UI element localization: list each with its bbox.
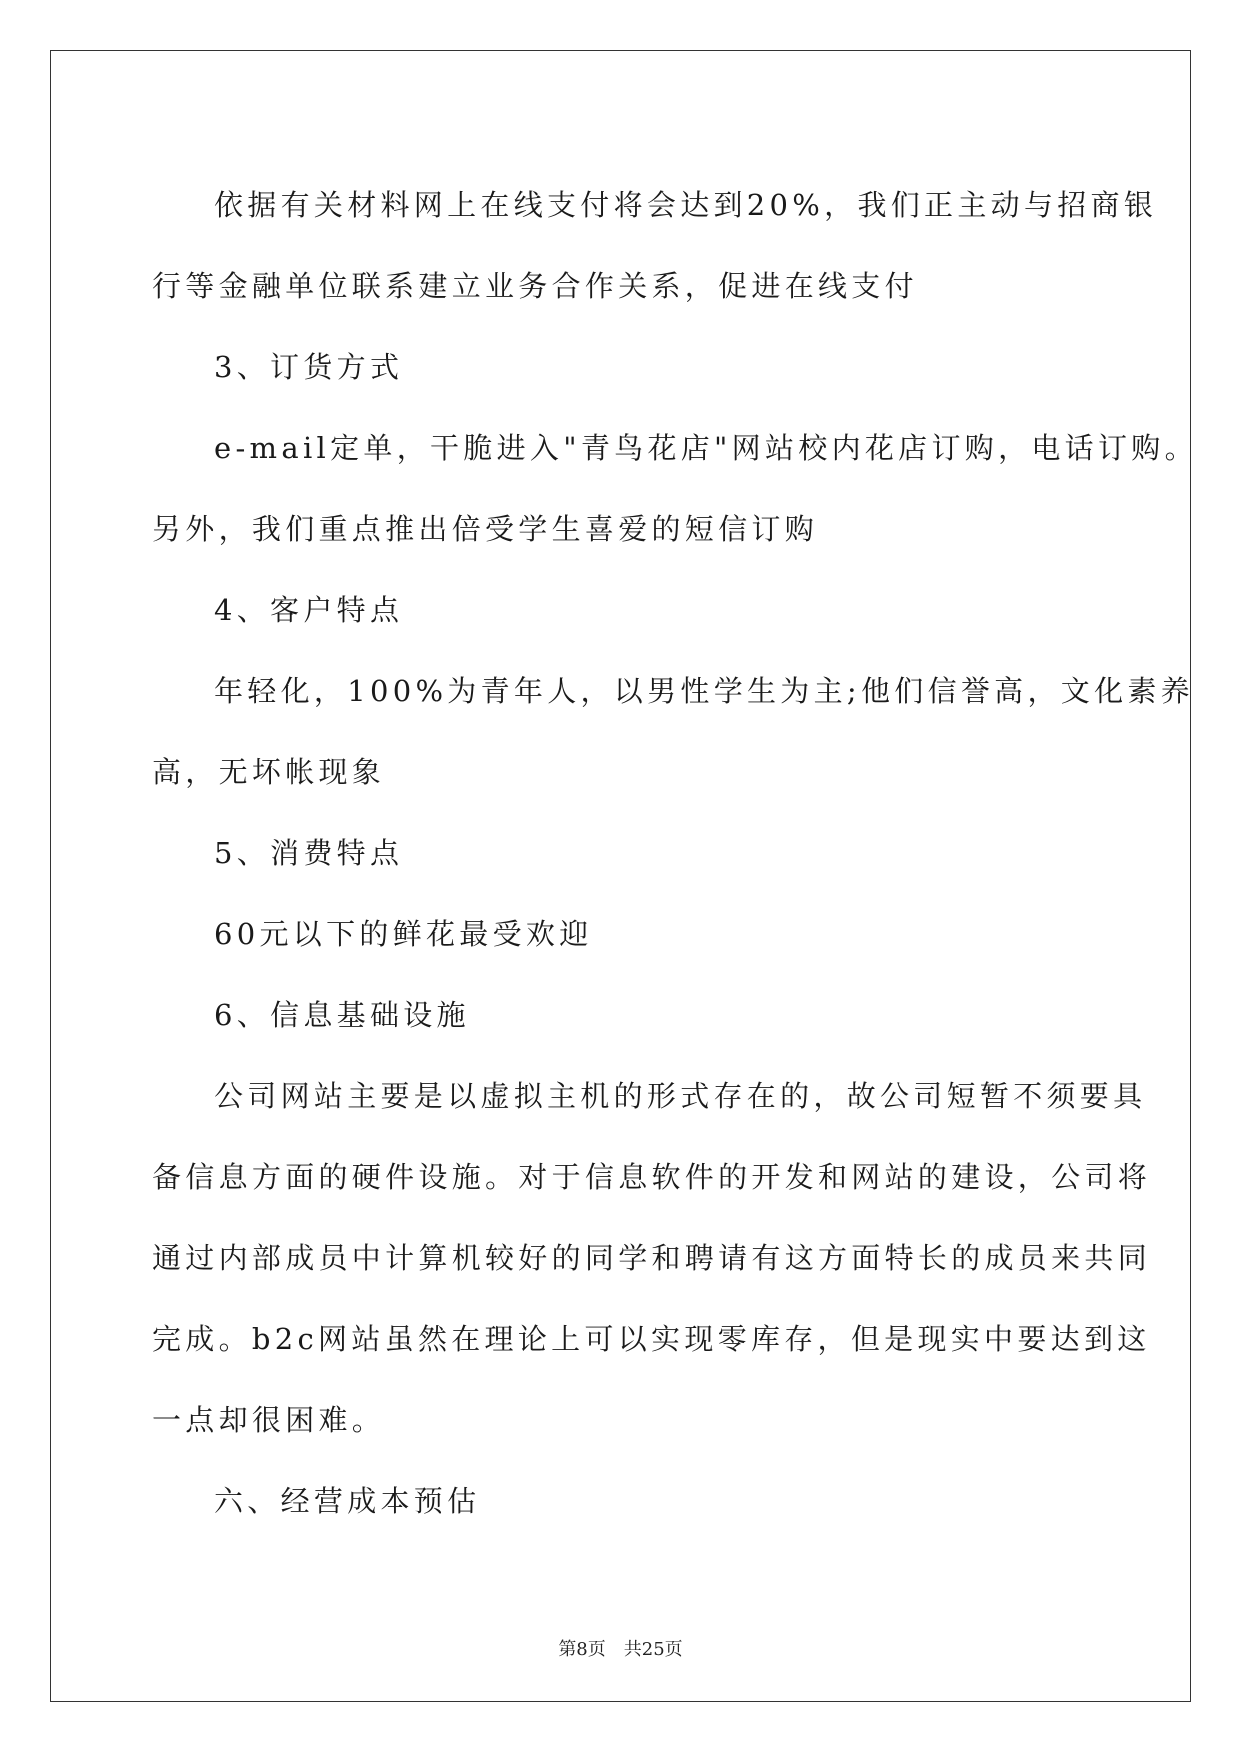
page-number: 第8页 [558,1639,606,1660]
paragraph-line: 60元以下的鲜花最受欢迎 [214,917,593,951]
section-heading: 六、经营成本预估 [214,1484,481,1518]
paragraph-line: 年轻化，100%为青年人，以男性学生为主;他们信誉高，文化素养 [214,674,1194,708]
paragraph-line: 行等金融单位联系建立业务合作关系，促进在线支付 [152,269,918,303]
page-footer [0,1635,1241,1661]
paragraph-line: 备信息方面的硬件设施。对于信息软件的开发和网站的建设，公司将 [152,1160,1152,1194]
paragraph-line: 公司网站主要是以虚拟主机的形式存在的，故公司短暂不须要具 [214,1079,1147,1113]
section-heading: 5、消费特点 [214,836,404,870]
paragraph-line: 完成。b2c网站虽然在理论上可以实现零库存，但是现实中要达到这 [152,1322,1151,1356]
section-heading: 6、信息基础设施 [214,998,470,1032]
section-heading: 3、订货方式 [214,350,404,384]
paragraph-line: 一点却很困难。 [152,1403,386,1437]
paragraph-line: 通过内部成员中计算机较好的同学和聘请有这方面特长的成员来共同 [152,1241,1152,1275]
paragraph-line: 依据有关材料网上在线支付将会达到20%，我们正主动与招商银 [214,188,1158,222]
page-total: 共25页 [623,1639,683,1660]
paragraph-line: e-mail定单，干脆进入"青鸟花店"网站校内花店订购，电话订购。 [214,431,1198,465]
document-body [152,165,1198,1542]
section-heading: 4、客户特点 [214,593,404,627]
paragraph-line: 高，无坏帐现象 [152,755,386,789]
paragraph-line: 另外，我们重点推出倍受学生喜爱的短信订购 [152,512,819,546]
